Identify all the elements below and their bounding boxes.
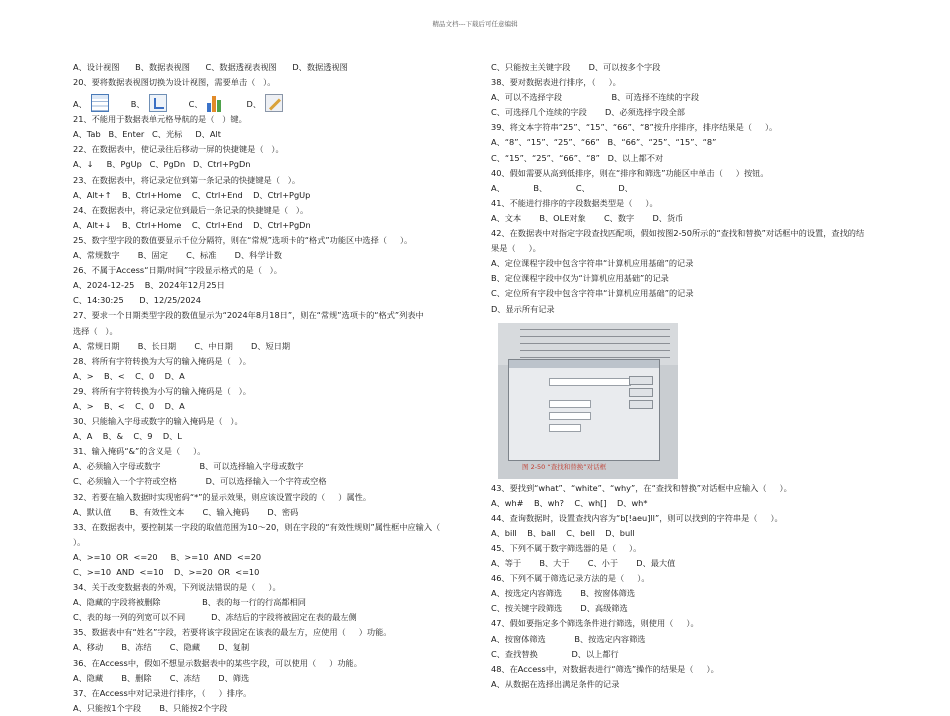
- text-line: C、>=10 AND <=10 D、>=20 OR <=10: [73, 567, 260, 577]
- text-line: C、按关键字段筛选 D、高级筛选: [491, 603, 628, 614]
- text-line: A、按窗体筛选 B、按选定内容筛选: [491, 633, 646, 644]
- text-line: 46、下列不属于筛选记录方法的是（ ）。: [491, 573, 650, 584]
- text-line: 27、要求一个日期类型字段的数值显示为“2024年8月18日”，则在“常规”选项卡的“格式”列表中: [73, 310, 424, 321]
- text-line: B、定位课程字段中仅为“计算机应用基础”的记录: [491, 273, 669, 284]
- text-line: A、2024-12-25 B、2024年12月25日: [73, 280, 225, 291]
- text-line: 48、在Access中，对数据表进行“筛选”操作的结果是（ ）。: [491, 663, 719, 674]
- figure-caption: 图 2-50 “查找和替换”对话框: [522, 462, 607, 471]
- text-line: A、按选定内容筛选 B、按窗体筛选: [491, 588, 636, 599]
- text-line: 22、在数据表中，使记录往后移动一屏的快捷键是（ ）。: [73, 144, 284, 155]
- text-line: 30、只能输入字母或数字的输入掩码是（ ）。: [73, 416, 243, 427]
- text-line: 28、将所有字符转换为大写的输入掩码是（ ）。: [73, 355, 251, 366]
- text-line: 26、不属于Access“日期/时间”字段显示格式的是（ ）。: [73, 265, 282, 276]
- text-line: 21、不能用于数据表单元格导航的是（ ）键。: [73, 114, 247, 125]
- text-line: C、14:30:25 D、12/25/2024: [73, 295, 201, 306]
- icon-option-label: A、: [73, 99, 87, 110]
- text-line: A、Alt+↓ B、Ctrl+Home C、Ctrl+End D、Ctrl+PgDn: [73, 219, 311, 230]
- text-line: A、 B、 C、 D、: [491, 182, 633, 193]
- text-line: A、常规日期 B、长日期 C、中日期 D、短日期: [73, 340, 291, 351]
- text-line: 选择（ ）。: [73, 325, 118, 336]
- text-line: 36、在Access中，假如不想显示数据表中的某些字段，可以使用（ ）功能。: [73, 657, 362, 668]
- text-line: A、定位课程字段中包含字符串“计算机应用基础”的记录: [491, 258, 694, 269]
- text-line: 39、将文本字符串“25”、“15”、“66”、“8”按升序排序，排序结果是（ ）。: [491, 122, 778, 133]
- pivot-view-icon[interactable]: [149, 94, 167, 112]
- text-line: C、可选择几个连续的字段 D、必须选择字段全部: [491, 107, 685, 118]
- text-line: 29、将所有字符转换为小写的输入掩码是（ ）。: [73, 385, 251, 396]
- text-line: A、Alt+↑ B、Ctrl+Home C、Ctrl+End D、Ctrl+PgUp: [73, 189, 311, 200]
- text-line: 47、假如要指定多个筛选条件进行筛选，则使用（ ）。: [491, 618, 699, 629]
- icon-option: [131, 94, 167, 112]
- text-line: A、bill B、ball C、bell D、bull: [491, 527, 635, 538]
- text-line: 34、关于改变数据表的外观，下列说法错误的是（ ）。: [73, 582, 281, 593]
- design-view-icon[interactable]: [265, 94, 283, 112]
- text-line: 32、若要在输入数据时实现密码“*”的显示效果，则应该设置字段的（ ）属性。: [73, 491, 372, 502]
- text-line: A、> B、< C、0 D、A: [73, 400, 185, 411]
- text-line: D、显示所有记录: [491, 303, 555, 314]
- text-line: A、只能按1个字段 B、只能按2个字段: [73, 702, 228, 713]
- text-line: 37、在Access中对记录进行排序，（ ）排序。: [73, 687, 252, 698]
- icon-option-label: C、: [188, 99, 203, 110]
- text-line: C、查找替换 D、以上都行: [491, 648, 619, 659]
- text-line: A、常规数字 B、固定 C、标准 D、科学计数: [73, 250, 282, 261]
- text-line: C、“15”、“25”、“66”、“8” D、以上都不对: [491, 152, 664, 163]
- icon-option-label: D、: [246, 99, 262, 110]
- text-line: A、移动 B、冻结 C、隐藏 D、复制: [73, 642, 250, 653]
- text-line: A、文本 B、OLE对象 C、数字 D、货币: [491, 212, 684, 223]
- text-line: 38、要对数据表进行排序，（ ）。: [491, 77, 621, 88]
- text-line: A、设计视图 B、数据表视图 C、数据透视表视图 D、数据透视图: [73, 62, 348, 72]
- text-line: ）。: [73, 536, 86, 547]
- text-line: 33、在数据表中，要控制某一字段的取值范围为10～20，则在字段的“有效性规则”属性框中应输入（: [73, 521, 441, 532]
- text-line: A、等于 B、大于 C、小于 D、最大值: [491, 558, 676, 569]
- find-replace-dialog-figure: [498, 323, 678, 479]
- right-column-top: [491, 60, 881, 317]
- text-line: A、隐藏的字段将被删除 B、表的每一行的行高都相同: [73, 597, 306, 608]
- icon-option-label: B、: [130, 99, 145, 110]
- right-column: [491, 60, 881, 692]
- text-line: A、默认值 B、有效性文本 C、输入掩码 D、密码: [73, 506, 299, 517]
- text-line: 41、不能进行排序的字段数据类型是（ ）。: [491, 197, 658, 208]
- chart-view-icon[interactable]: [207, 94, 225, 112]
- text-line: 43、要找到“what”、“white”、“why”，在“查找和替换”对话框中应输入（ ）。: [491, 482, 792, 493]
- text-line: 45、下列不属于数字筛选器的是（ ）。: [491, 542, 642, 553]
- text-line: A、A B、& C、9 D、L: [73, 431, 182, 442]
- text-line: 23、在数据表中，将记录定位到第一条记录的快捷键是（ ）。: [73, 174, 301, 185]
- text-line: C、必须输入一个字符或空格 D、可以选择输入一个字符或空格: [73, 476, 327, 487]
- text-line: A、wh# B、wh? C、wh[] D、wh*: [491, 497, 648, 508]
- text-line: 20、要将数据表视图切换为设计视图，需要单击（ ）。: [73, 77, 276, 88]
- figure-dialog-window: [508, 359, 660, 461]
- text-line: C、定位所有字段中包含字符串“计算机应用基础”的记录: [491, 288, 694, 299]
- text-line: 31、输入掩码“&”的含义是（ ）。: [73, 446, 206, 457]
- text-line: A、“8”、“15”、“25”、“66” B、“66”、“25”、“15”、“8”: [491, 137, 717, 148]
- text-line: A、>=10 OR <=20 B、>=10 AND <=20: [73, 551, 262, 562]
- text-line: A、↓ B、PgUp C、PgDn D、Ctrl+PgDn: [73, 159, 251, 170]
- text-line: 果是（ ）。: [491, 243, 541, 254]
- text-line: C、表的每一列的列宽可以不同 D、冻结后的字段将被固定在表的最左侧: [73, 612, 357, 623]
- text-line: A、> B、< C、0 D、A: [73, 370, 185, 381]
- text-line: A、Tab B、Enter C、光标 D、Alt: [73, 129, 221, 140]
- icon-option: [247, 94, 284, 112]
- icon-option: [73, 94, 109, 112]
- text-line: 40、假如需要从高到低排序，则在“排序和筛选”功能区中单击（ ）按钮。: [491, 167, 769, 178]
- datasheet-view-icon[interactable]: [91, 94, 109, 112]
- text-line: A、必须输入字母或数字 B、可以选择输入字母或数字: [73, 461, 304, 472]
- text-line: 25、数字型字段的数值要显示千位分隔符，则在“常规”选项卡的“格式”功能区中选择（ ）。: [73, 234, 413, 245]
- text-line: 24、在数据表中，将记录定位到最后一条记录的快捷键是（ ）。: [73, 204, 309, 215]
- left-column: [73, 60, 473, 716]
- view-icons-options: [73, 90, 473, 112]
- text-line: C、只能按主关键字段 D、可以按多个字段: [491, 62, 661, 72]
- right-column-bottom: [491, 481, 881, 692]
- text-line: 35、数据表中有“姓名”字段，若要将该字段固定在该表的最左方，应使用（ ）功能。: [73, 627, 392, 638]
- text-line: A、从数据在选择出满足条件的记录: [491, 678, 620, 689]
- icon-option: [189, 94, 225, 112]
- text-line: A、可以不选择字段 B、可选择不连续的字段: [491, 92, 700, 103]
- text-line: A、隐藏 B、删除 C、冻结 D、筛选: [73, 672, 250, 683]
- text-line: 42、在数据表中对指定字段查找匹配项，假如按图2-50所示的“查找和替换”对话框中的设置，查找的结: [491, 228, 865, 239]
- page-header: 精品文档---下载后可任意编辑: [432, 20, 518, 28]
- text-line: 44、查询数据时，设置查找内容为“b[!aeu]ll”，则可以找到的字符串是（ ）。: [491, 512, 783, 523]
